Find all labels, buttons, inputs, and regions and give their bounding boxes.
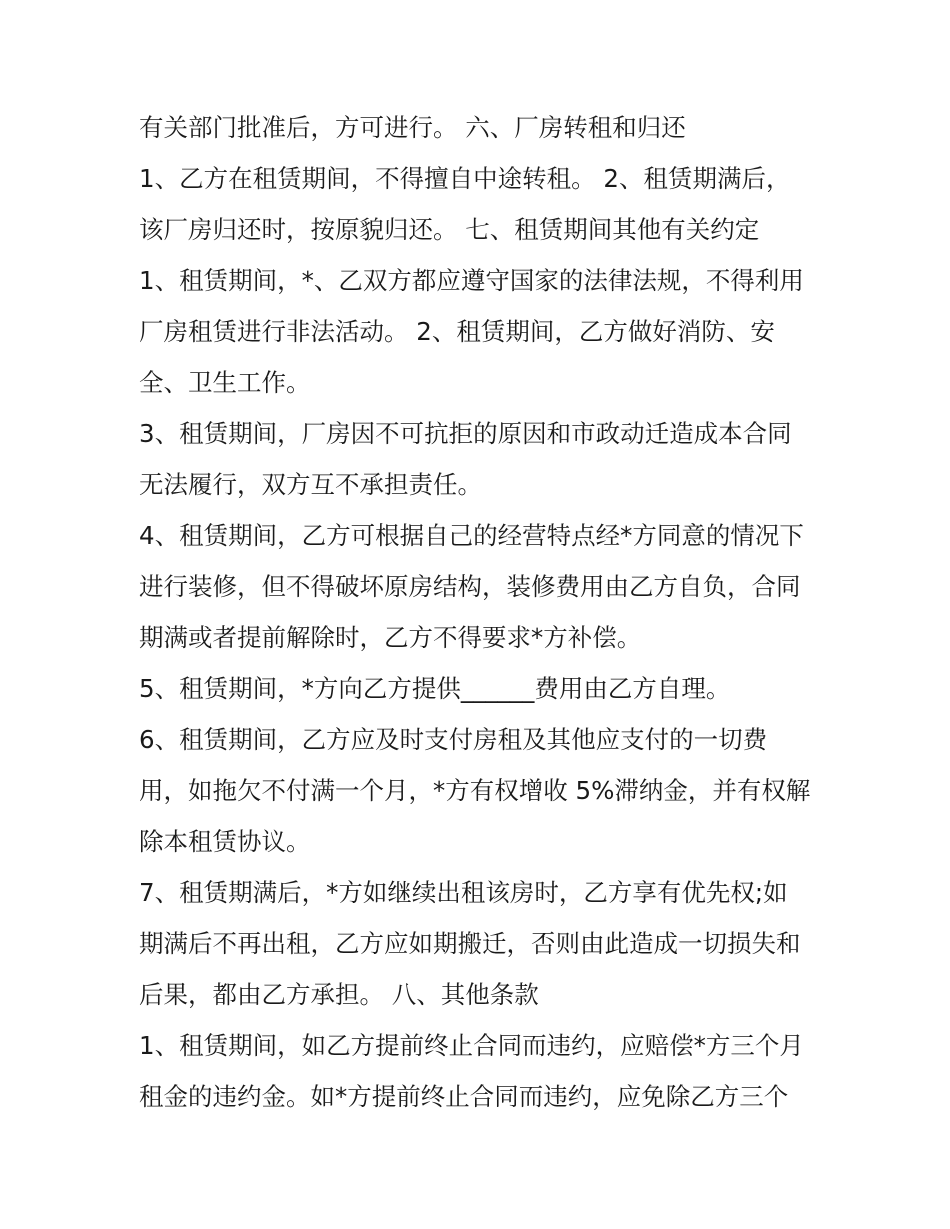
text-line: 该厂房归还时，按原貌归还。 七、租赁期间其他有关约定 xyxy=(139,215,760,244)
text-line: 6、租赁期间，乙方应及时支付房租及其他应支付的一切费 xyxy=(139,725,768,754)
text-line: 除本租赁协议。 xyxy=(139,827,311,856)
text-line: 租金的违约金。如*方提前终止合同而违约，应免除乙方三个 xyxy=(139,1082,789,1111)
text-line: 厂房租赁进行非法活动。 2、租赁期间，乙方做好消防、安 xyxy=(139,317,775,346)
text-line: 7、租赁期满后，*方如继续出租该房时，乙方享有优先权;如 xyxy=(139,878,788,907)
text-line: 期满或者提前解除时，乙方不得要求*方补偿。 xyxy=(139,623,642,652)
text-line: 1、租赁期间，*、乙双方都应遵守国家的法律法规，不得利用 xyxy=(139,266,804,295)
text-line: 后果，都由乙方承担。 八、其他条款 xyxy=(139,980,539,1009)
text-line: 1、租赁期间，如乙方提前终止合同而违约，应赔偿*方三个月 xyxy=(139,1031,804,1060)
text-line: 用，如拖欠不付满一个月，*方有权增收 5%滞纳金，并有权解 xyxy=(139,776,811,805)
text-line: 5、租赁期间，*方向乙方提供______费用由乙方自理。 xyxy=(139,674,731,703)
text-line: 无法履行，双方互不承担责任。 xyxy=(139,470,482,499)
text-line: 4、租赁期间，乙方可根据自己的经营特点经*方同意的情况下 xyxy=(139,521,804,550)
text-line: 期满后不再出租，乙方应如期搬迁，否则由此造成一切损失和 xyxy=(139,929,801,958)
text-line: 全、卫生工作。 xyxy=(139,368,311,397)
text-line: 进行装修，但不得破坏原房结构，装修费用由乙方自负，合同 xyxy=(139,572,801,601)
text-line: 3、租赁期间，厂房因不可抗拒的原因和市政动迁造成本合同 xyxy=(139,419,792,448)
text-line: 1、乙方在租赁期间，不得擅自中途转租。 2、租赁期满后， xyxy=(139,164,791,193)
text-line: 有关部门批准后，方可进行。 六、厂房转租和归还 xyxy=(139,113,686,142)
